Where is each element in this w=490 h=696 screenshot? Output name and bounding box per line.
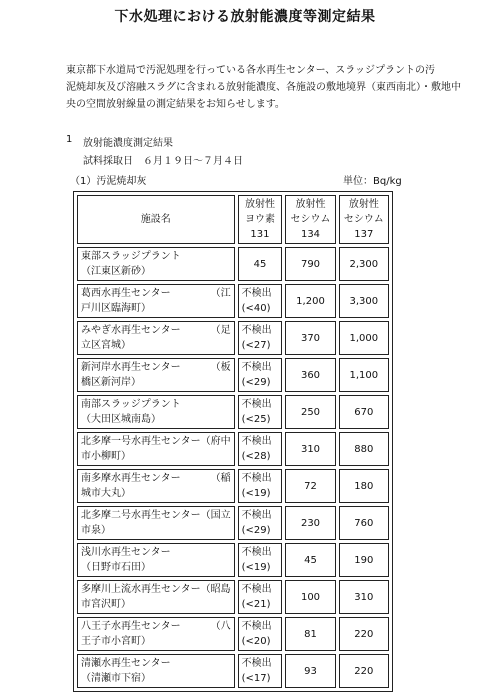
iodine-line: (<28)	[241, 451, 271, 462]
facility-location: 市泉）	[81, 525, 111, 536]
cesium-134-cell: 310	[285, 432, 335, 466]
iodine-131-cell	[238, 543, 283, 577]
iodine-131-cell	[238, 617, 283, 651]
iodine-line: 不検出	[241, 288, 272, 299]
iodine-line: 不検出	[241, 584, 272, 595]
cesium-134-cell: 100	[285, 580, 335, 614]
table-row	[77, 469, 389, 503]
header-iodine-131	[238, 195, 283, 244]
facility-location: （大田区城南島）	[81, 414, 161, 425]
table-row	[77, 358, 389, 392]
cesium-137-cell: 760	[339, 506, 389, 540]
iodine-line: 不検出	[241, 325, 272, 336]
table-row	[77, 654, 389, 688]
intro-line: 泥焼却灰及び溶融スラグに含まれる放射能濃度、各施設の敷地境界（東西南北）・敷地中	[66, 82, 461, 93]
facility-name: 八王子水再生センター	[81, 621, 181, 632]
iodine-131-cell	[238, 321, 283, 355]
facility-location-start: （板	[210, 362, 231, 373]
cesium-137-cell: 180	[339, 469, 389, 503]
section-number: 1	[66, 134, 73, 145]
iodine-line: 不検出	[241, 436, 272, 447]
header-line: 131	[250, 229, 270, 240]
iodine-line: (<27)	[241, 340, 271, 351]
cesium-134-cell: 790	[285, 247, 335, 281]
cesium-134-cell: 370	[285, 321, 335, 355]
cesium-134-cell: 93	[285, 654, 335, 688]
cesium-137-cell: 1,100	[339, 358, 389, 392]
facility-name: 北多摩一号水再生センター	[81, 436, 201, 447]
facility-location: 城市大丸）	[81, 488, 131, 499]
section-title: 放射能濃度測定結果	[83, 138, 173, 149]
facility-location: （清瀬市下宿）	[81, 673, 151, 684]
facility-location: 王子市小宮町）	[81, 636, 151, 647]
facility-cell	[77, 358, 235, 392]
facility-name: 東部スラッジプラント	[81, 251, 181, 262]
iodine-line: (<29)	[241, 525, 271, 536]
table-row	[77, 247, 389, 281]
table-row	[77, 432, 389, 466]
header-cesium-137	[339, 195, 389, 244]
cesium-134-cell: 360	[285, 358, 335, 392]
iodine-131-cell	[238, 284, 283, 318]
iodine-131-cell	[238, 654, 283, 688]
iodine-line: 不検出	[241, 510, 272, 521]
iodine-line: (<40)	[241, 303, 271, 314]
cesium-137-cell: 220	[339, 617, 389, 651]
facility-cell	[77, 580, 235, 614]
facility-location: 橋区新河岸）	[81, 377, 141, 388]
facility-cell	[77, 469, 235, 503]
iodine-line: 45	[253, 258, 267, 270]
facility-location-start: （八	[210, 621, 231, 632]
facility-cell	[77, 543, 235, 577]
iodine-line: (<21)	[241, 599, 271, 610]
facility-cell	[77, 321, 235, 355]
facility-location: 市宮沢町）	[81, 599, 131, 610]
header-line: 137	[354, 229, 374, 240]
table-header-row	[77, 195, 389, 244]
cesium-137-cell: 310	[339, 580, 389, 614]
table-row	[77, 617, 389, 651]
iodine-131-cell	[238, 506, 283, 540]
table-row	[77, 321, 389, 355]
cesium-134-cell: 1,200	[285, 284, 335, 318]
iodine-131-cell	[238, 358, 283, 392]
facility-name: 北多摩二号水再生センター	[81, 510, 201, 521]
cesium-134-cell: 250	[285, 395, 335, 429]
header-facility: 施設名	[77, 195, 235, 244]
facility-name: みやぎ水再生センター	[81, 325, 181, 336]
cesium-134-cell: 81	[285, 617, 335, 651]
header-line: 134	[300, 229, 321, 240]
header-line: 放射性	[295, 199, 326, 210]
iodine-line: 不検出	[241, 362, 272, 373]
unit-label: 単位：Bq/kg	[343, 176, 402, 187]
facility-name: 多摩川上流水再生センター	[81, 584, 201, 595]
facility-name: 葛西水再生センター	[81, 288, 171, 299]
cesium-137-cell: 670	[339, 395, 389, 429]
header-cesium-134	[285, 195, 335, 244]
facility-location-start: （国立	[200, 510, 231, 521]
cesium-134-cell: 230	[285, 506, 335, 540]
iodine-line: (<29)	[241, 377, 271, 388]
facility-location-start: （稲	[210, 473, 231, 484]
facility-location: 戸川区臨海町）	[81, 303, 151, 314]
table-row	[77, 284, 389, 318]
iodine-line: (<20)	[241, 636, 271, 647]
header-line: セシウム	[343, 214, 384, 225]
iodine-131-cell	[238, 580, 283, 614]
facility-cell	[77, 284, 235, 318]
facility-name: 南部スラッジプラント	[81, 399, 181, 410]
sampling-date: 試料採取日 ６月１９日～７月４日	[83, 156, 243, 167]
page-title: 下水処理における放射能濃度等測定結果	[114, 9, 376, 25]
iodine-line: 不検出	[241, 547, 272, 558]
cesium-134-cell: 72	[285, 469, 335, 503]
facility-location-start: （足	[210, 325, 231, 336]
facility-location: 立区宮城）	[81, 340, 131, 351]
iodine-line: (<25)	[241, 414, 271, 425]
iodine-line: 不検出	[241, 399, 272, 410]
iodine-line: 不検出	[241, 473, 272, 484]
intro-line: 央の空間放射線量の測定結果をお知らせします。	[66, 99, 285, 110]
subsection-title: （1）汚泥焼却灰	[70, 176, 147, 187]
header-line: 放射性	[348, 199, 379, 210]
table-row	[77, 543, 389, 577]
facility-cell	[77, 395, 235, 429]
cesium-137-cell: 3,300	[339, 284, 389, 318]
cesium-134-cell: 45	[285, 543, 335, 577]
iodine-line: (<19)	[241, 562, 271, 573]
iodine-131-cell	[238, 432, 283, 466]
header-line: ヨウ素	[244, 214, 275, 225]
table-row	[77, 506, 389, 540]
facility-location-start: （昭島	[200, 584, 231, 595]
facility-cell	[77, 247, 235, 281]
facility-location-start: （府中	[200, 436, 231, 447]
facility-cell	[77, 506, 235, 540]
facility-name: 南多摩水再生センター	[81, 473, 181, 484]
facility-cell	[77, 432, 235, 466]
facility-name: 浅川水再生センター	[81, 547, 171, 558]
facility-location: （江東区新砂）	[81, 266, 151, 277]
iodine-131-cell	[238, 395, 283, 429]
intro-line: 東京都下水道局で汚泥処理を行っている各水再生センター、スラッジプラントの汚	[66, 65, 435, 76]
cesium-137-cell: 1,000	[339, 321, 389, 355]
iodine-line: 不検出	[241, 621, 272, 632]
iodine-line: (<17)	[241, 673, 271, 684]
intro-paragraph	[66, 62, 461, 113]
header-line: セシウム	[290, 214, 331, 225]
facility-cell	[77, 654, 235, 688]
cesium-137-cell: 190	[339, 543, 389, 577]
iodine-line: 不検出	[241, 658, 272, 669]
header-line: 放射性	[244, 199, 275, 210]
cesium-137-cell: 2,300	[339, 247, 389, 281]
facility-location: （日野市石田）	[81, 562, 151, 573]
facility-location: 市小柳町）	[81, 451, 131, 462]
cesium-137-cell: 880	[339, 432, 389, 466]
facility-location-start: （江	[210, 288, 231, 299]
cesium-137-cell: 220	[339, 654, 389, 688]
table-row	[77, 580, 389, 614]
iodine-131-cell	[238, 247, 283, 281]
iodine-line: (<19)	[241, 488, 271, 499]
measurement-table	[73, 191, 393, 692]
facility-cell	[77, 617, 235, 651]
facility-name: 清瀬水再生センター	[81, 658, 171, 669]
facility-name: 新河岸水再生センター	[81, 362, 181, 373]
iodine-131-cell	[238, 469, 283, 503]
table-row	[77, 395, 389, 429]
